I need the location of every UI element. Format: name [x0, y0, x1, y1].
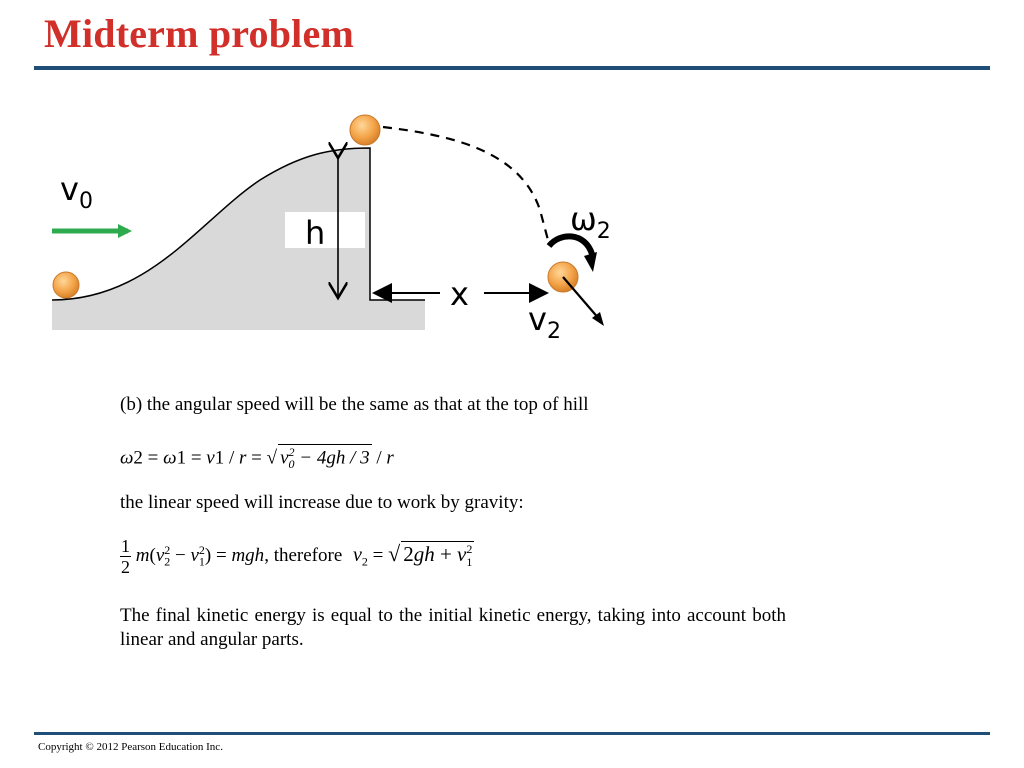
rotation-arc-head	[584, 252, 597, 272]
v2-label: $v_2$	[528, 300, 561, 344]
ball-top	[350, 115, 380, 145]
final-statement: The final kinetic energy is equal to the initial kinetic energy, taking into account both linear and angular parts.	[120, 605, 786, 650]
v2-arrow	[563, 277, 600, 320]
physics-diagram	[0, 0, 1024, 380]
bottom-divider	[34, 732, 990, 735]
rotation-arc	[549, 236, 592, 254]
trajectory	[383, 127, 548, 240]
v0-label: $v_0$	[60, 170, 93, 214]
v0-arrow-head	[118, 224, 132, 238]
equation-omega: ω2 = ω1 = v1 / r = √ $v_0^2 - 4gh / 3 / r$	[120, 445, 394, 472]
copyright-footer: Copyright © 2012 Pearson Education Inc.	[38, 741, 223, 753]
line-linear: the linear speed will increase due to work by gravity:	[120, 492, 524, 513]
hill-shape	[52, 148, 425, 330]
line-b: (b) the angular speed will be the same as that at the top of hill	[120, 394, 589, 415]
slide-title: Midterm problem	[44, 11, 354, 56]
x-label: x	[450, 275, 469, 313]
ball-start	[53, 272, 79, 298]
therefore-text: , therefore	[264, 544, 343, 566]
h-label: h	[305, 214, 326, 252]
omega2-label: $\omega_2$	[570, 200, 611, 244]
equation-energy: $\frac{1}{2}$ $m(v_2^2 - v_1^2)$ = mgh, therefore $v_2$ = √ $2gh + v_1^2$	[121, 536, 473, 577]
